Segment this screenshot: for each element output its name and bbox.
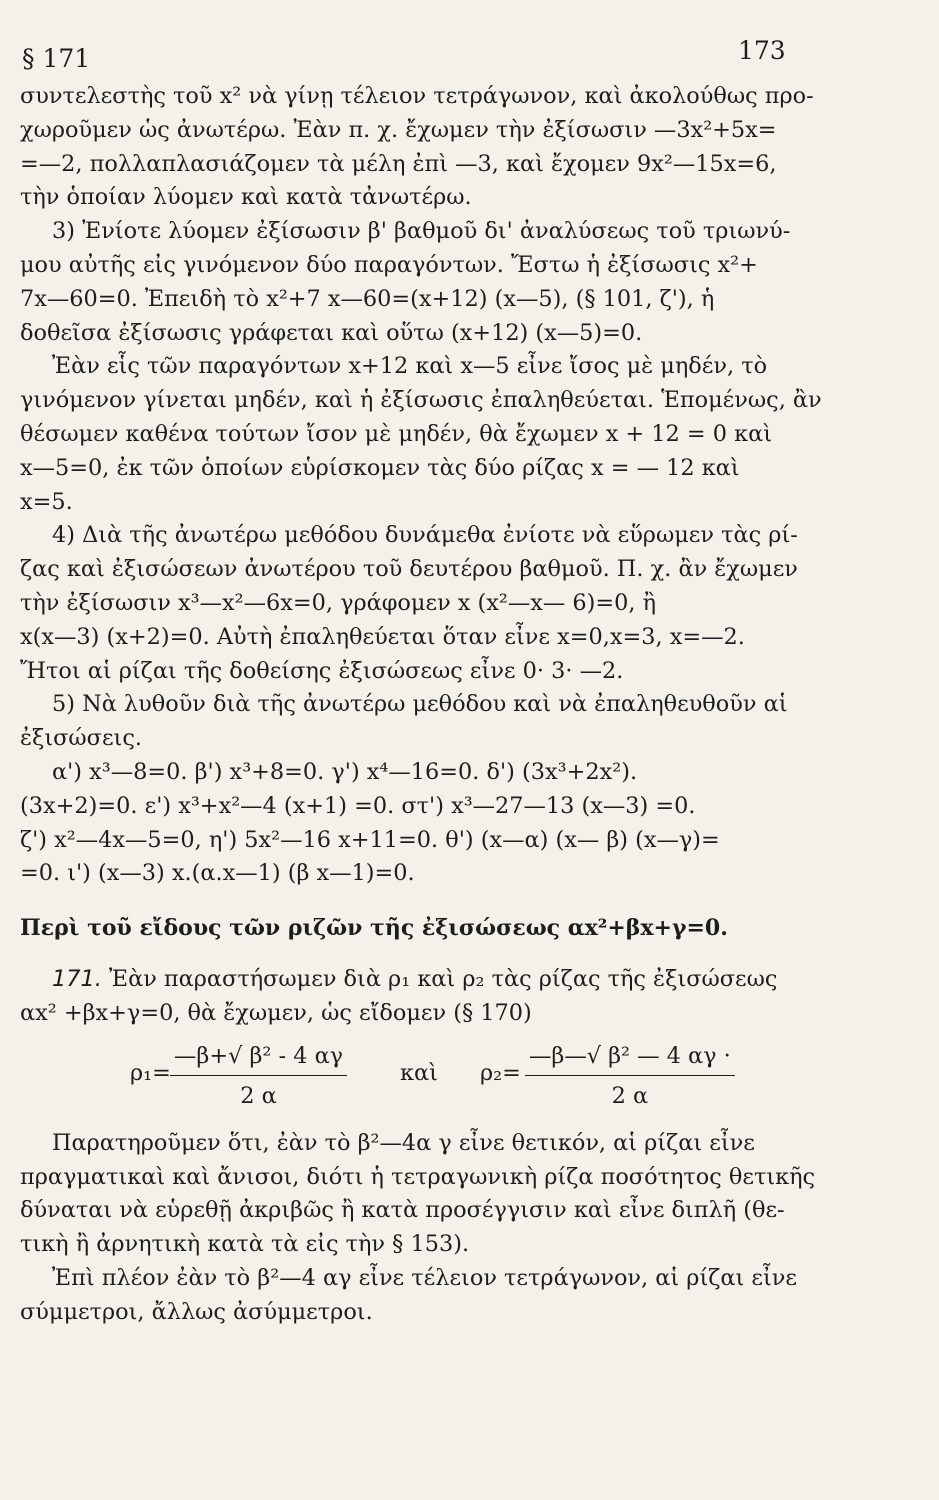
paragraph-number: 171. — [52, 966, 102, 993]
text-line: τὴν ὁποίαν λύομεν καὶ κατὰ τἀνωτέρω. — [20, 184, 472, 211]
text-line: x=5. — [20, 488, 73, 515]
text-line: 3) Ἐνίοτε λύομεν ἐξίσωσιν β' βαθμοῦ δι' ἀναλύσεως τοῦ τριωνύ- — [52, 218, 791, 245]
paragraph-text: Ἐὰν παραστήσωμεν διὰ ρ₁ καὶ ρ₂ τὰς ρίζας τῆς ἐξισώσεως — [108, 966, 778, 993]
rho1-label: ρ₁= — [130, 1059, 171, 1086]
section-heading: Περὶ τοῦ εἴδους τῶν ριζῶν τῆς ἐξισώσεως αx²+βx+γ=0. — [20, 915, 728, 942]
fraction-rho2 — [525, 1037, 735, 1114]
text-line: γινόμενον γίνεται μηδέν, καὶ ἡ ἐξίσωσις ἐπαληθεύεται. Ἑπομένως, ἂν — [20, 387, 822, 414]
text-line: Ἤτοι αἱ ρίζαι τῆς δοθείσης ἐξισώσεως εἶνε 0· 3· —2. — [20, 657, 624, 684]
text-line: Παρατηροῦμεν ὅτι, ἐὰν τὸ β²—4α γ εἶνε θετικόν, αἱ ρίζαι εἶνε — [52, 1129, 755, 1156]
exercise-line: α') x³—8=0. β') x³+8=0. γ') x⁴—16=0. δ') (3x³+2x²). — [52, 758, 638, 785]
text-line: μου αὐτῆς εἰς γινόμενον δύο παραγόντων. Ἔστω ἡ ἐξίσωσις x²+ — [20, 251, 758, 278]
fraction-rho1 — [170, 1037, 347, 1114]
paragraph-171-line2: αx² +βx+γ=0, θὰ ἔχωμεν, ὡς εἴδομεν (§ 170) — [20, 999, 532, 1026]
exercise-line: ζ') x²—4x—5=0, η') 5x²—16 x+11=0. θ') (x—α) (x— β) (x—γ)= — [20, 826, 720, 853]
text-line: x(x—3) (x+2)=0. Αὐτὴ ἐπαληθεύεται ὅταν εἶνε x=0,x=3, x=—2. — [20, 623, 745, 650]
text-line: 7x—60=0. Ἐπειδὴ τὸ x²+7 x—60=(x+12) (x—5), (§ 101, ζ'), ἡ — [20, 285, 715, 312]
fraction-numerator: —β+√ β² - 4 αγ — [170, 1037, 347, 1076]
fraction-denominator: 2 α — [611, 1082, 649, 1109]
text-line: τὴν ἐξίσωσιν x³—x²—6x=0, γράφομεν x (x²—x— 6)=0, ἢ — [20, 589, 657, 616]
conjunction-text: καὶ — [400, 1059, 438, 1086]
text-line: τικὴ ἢ ἀρνητικὴ κατὰ τὰ εἰς τὴν § 153). — [20, 1231, 470, 1258]
exercise-line: =0. ι') (x—3) x.(α.x—1) (β x—1)=0. — [20, 860, 415, 887]
section-header: § 171 — [22, 44, 91, 73]
rho2-label: ρ₂= — [480, 1059, 521, 1086]
text-line: x—5=0, ἐκ τῶν ὁποίων εὑρίσκομεν τὰς δύο ρίζας x = — 12 καὶ — [20, 454, 740, 481]
text-line: =—2, πολλαπλασιάζομεν τὰ μέλη ἐπὶ —3, καὶ ἔχομεν 9x²—15x=6, — [20, 150, 777, 177]
text-line: δοθεῖσα ἐξίσωσις γράφεται καὶ οὕτω (x+12) (x—5)=0. — [20, 319, 643, 346]
text-line: σύμμετροι, ἄλλως ἀσύμμετροι. — [20, 1298, 373, 1325]
text-line: δύναται νὰ εὑρεθῇ ἀκριβῶς ἢ κατὰ προσέγγισιν καὶ εἶνε διπλῆ (θε- — [20, 1197, 785, 1224]
text-line: ἐξισώσεις. — [20, 725, 142, 752]
paragraph-171-line1 — [20, 963, 826, 997]
text-line: 5) Νὰ λυθοῦν διὰ τῆς ἀνωτέρω μεθόδου καὶ νὰ ἐπαληθευθοῦν αἱ — [52, 691, 788, 718]
fraction-numerator: —β—√ β² — 4 αγ · — [525, 1037, 735, 1076]
text-line: Ἐὰν εἷς τῶν παραγόντων x+12 καὶ x—5 εἶνε ἴσος μὲ μηδέν, τὸ — [52, 353, 768, 380]
text-line: χωροῦμεν ὡς ἀνωτέρω. Ἐὰν π. χ. ἔχωμεν τὴν ἐξίσωσιν —3x²+5x= — [20, 116, 777, 143]
text-line: πραγματικαὶ καὶ ἄνισοι, διότι ἡ τετραγωνικὴ ρίζα ποσότητος θετικῆς — [20, 1163, 816, 1190]
fraction-denominator: 2 α — [240, 1082, 277, 1109]
page-number: 173 — [738, 36, 786, 65]
text-line: Ἐπὶ πλέον ἐὰν τὸ β²—4 αγ εἶνε τέλειον τετράγωνον, αἱ ρίζαι εἶνε — [52, 1264, 797, 1291]
text-line: 4) Διὰ τῆς ἀνωτέρω μεθόδου δυνάμεθα ἐνίοτε νὰ εὕρωμεν τὰς ρί- — [52, 522, 798, 549]
page-body — [20, 80, 826, 1330]
exercise-line: (3x+2)=0. ε') x³+x²—4 (x+1) =0. στ') x³—27—13 (x—3) =0. — [20, 792, 696, 819]
roots-formula — [20, 1037, 826, 1123]
text-line: ζας καὶ ἐξισώσεων ἀνωτέρου τοῦ δευτέρου βαθμοῦ. Π. χ. ἂν ἔχωμεν — [20, 556, 798, 583]
text-line: συντελεστὴς τοῦ x² νὰ γίνῃ τέλειον τετράγωνον, καὶ ἀκολούθως προ- — [20, 83, 814, 109]
text-line: θέσωμεν καθένα τούτων ἴσον μὲ μηδέν, θὰ ἔχωμεν x + 12 = 0 καὶ — [20, 420, 773, 447]
